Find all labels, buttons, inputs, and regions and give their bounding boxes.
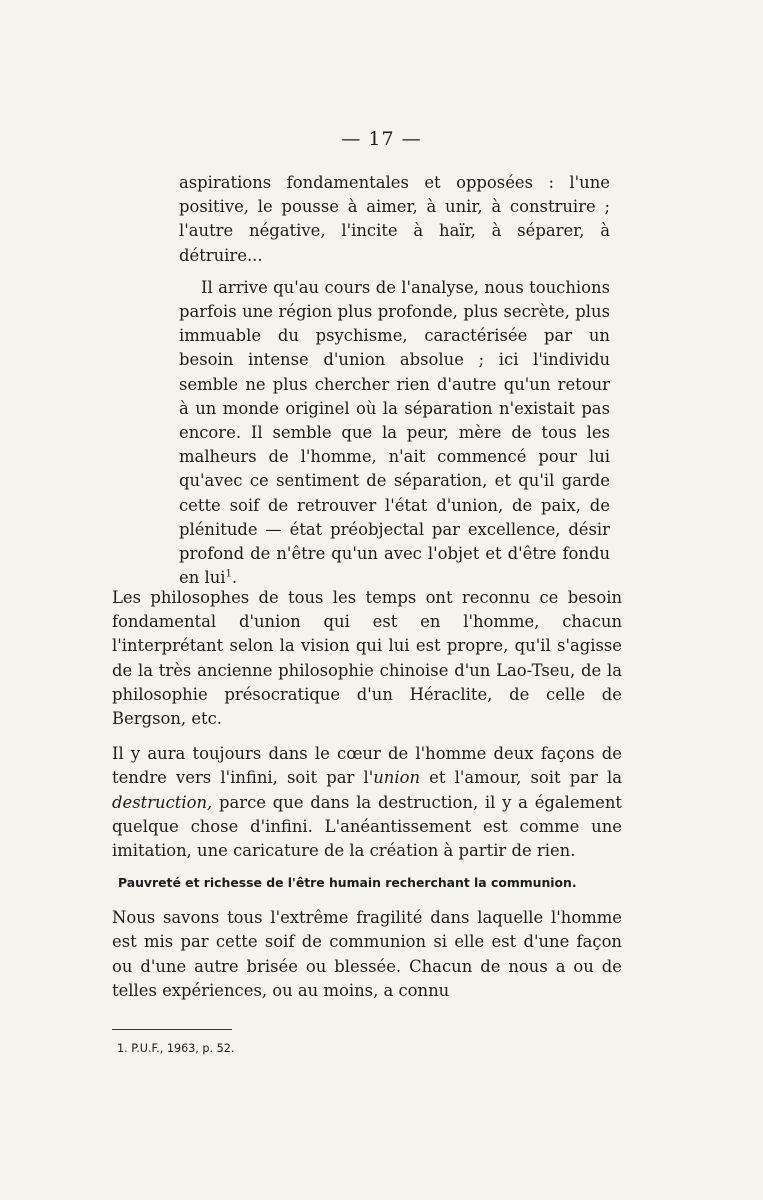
body-paragraph [112,742,622,863]
quote-paragraph [179,171,610,268]
italic-union: union [373,768,421,788]
body-text [112,586,622,863]
footnote-reference: 1 [225,568,232,580]
footnote-divider [112,1029,232,1030]
quote-paragraph: Il arrive qu'au cours de l'analyse, nous touchions parfois une région plus profonde, plus secrète, plus immuable du psychisme, caractérisée par un besoin intense d'union absolue ; ici l'individu semble ne plus chercher rien d'autre qu'un retour à un monde originel où la séparation n'existait pas encore. Il semble que la peur, mère de tous les malheurs de l'homme, n'ait commencé pour lui qu'avec ce sentiment de séparation, et qu'il garde cette soif de retrouver l'état d'union, de paix, de plénitude — état préobjectal par excellence, désir profond de n'être qu'un avec l'objet et d'être fondu en lui$^1$. [179,277,610,588]
block-quote [179,171,610,590]
footnote: 1. P.U.F., 1963, p. 52. [117,1042,235,1055]
body-paragraph-2-part-b: et l'amour, soit par la [420,768,622,788]
body-paragraph-2-part-c: parce que dans la destruction, il y a également quelque chose d'infini. L'anéantissement est comme une imitation, une caricature de la création à partir de rien. [112,792,622,861]
quote-paragraph-1-text: aspirations fondamentales et opposées : l'une positive, le pousse à aimer, à unir, à construire ; l'autre négative, l'incite à haïr, à séparer, à détruire... [179,173,610,265]
body-paragraph-1-text: Les philosophes de tous les temps ont reconnu ce besoin fondamental d'union qui est en l'homme, chacun l'interprétant selon la vision qui lui est propre, qu'il s'agisse de la très ancienne philosophie chinoise d'un Lao-Tseu, de la philosophie présocratique d'un Héraclite, de celle de Bergson, etc. [112,588,622,729]
italic-destruction: destruction, [112,792,213,812]
body-paragraph-2-part-a: Il y aura toujours dans le cœur de l'homme deux façons de tendre vers l'infini, soit par l' [112,744,622,788]
body2-paragraph-1-text: Nous savons tous l'extrême fragilité dans laquelle l'homme est mis par cette soif de communion si elle est d'une façon ou d'une autre brisée ou blessée. Chacun de nous a ou de telles expériences, ou au moins, a connu [112,908,622,1001]
section-heading: Pauvreté et richesse de l'être humain recherchant la communion. [118,875,577,890]
body-paragraph [112,586,622,731]
page-number: — 17 — [341,128,422,150]
body-text-continued [112,906,622,1004]
body-paragraph [112,906,622,1004]
quote-paragraph-2-text: Il arrive qu'au cours de l'analyse, nous touchions parfois une région plus profonde, plus secrète, plus immuable du psychisme, caractérisée par un besoin intense d'union absolue ; ici l'individu semble ne plus chercher rien d'autre qu'un retour à un monde originel où la séparation n'existait pas encore. Il semble que la peur, mère de tous les malheurs de l'homme, n'ait commencé pour lui qu'avec ce sentiment de séparation, et qu'il garde cette soif de retrouver l'état d'union, de paix, de plénitude — état préobjectal par excellence, désir profond de n'être qu'un avec l'objet et d'être fondu en lui [179,277,610,588]
